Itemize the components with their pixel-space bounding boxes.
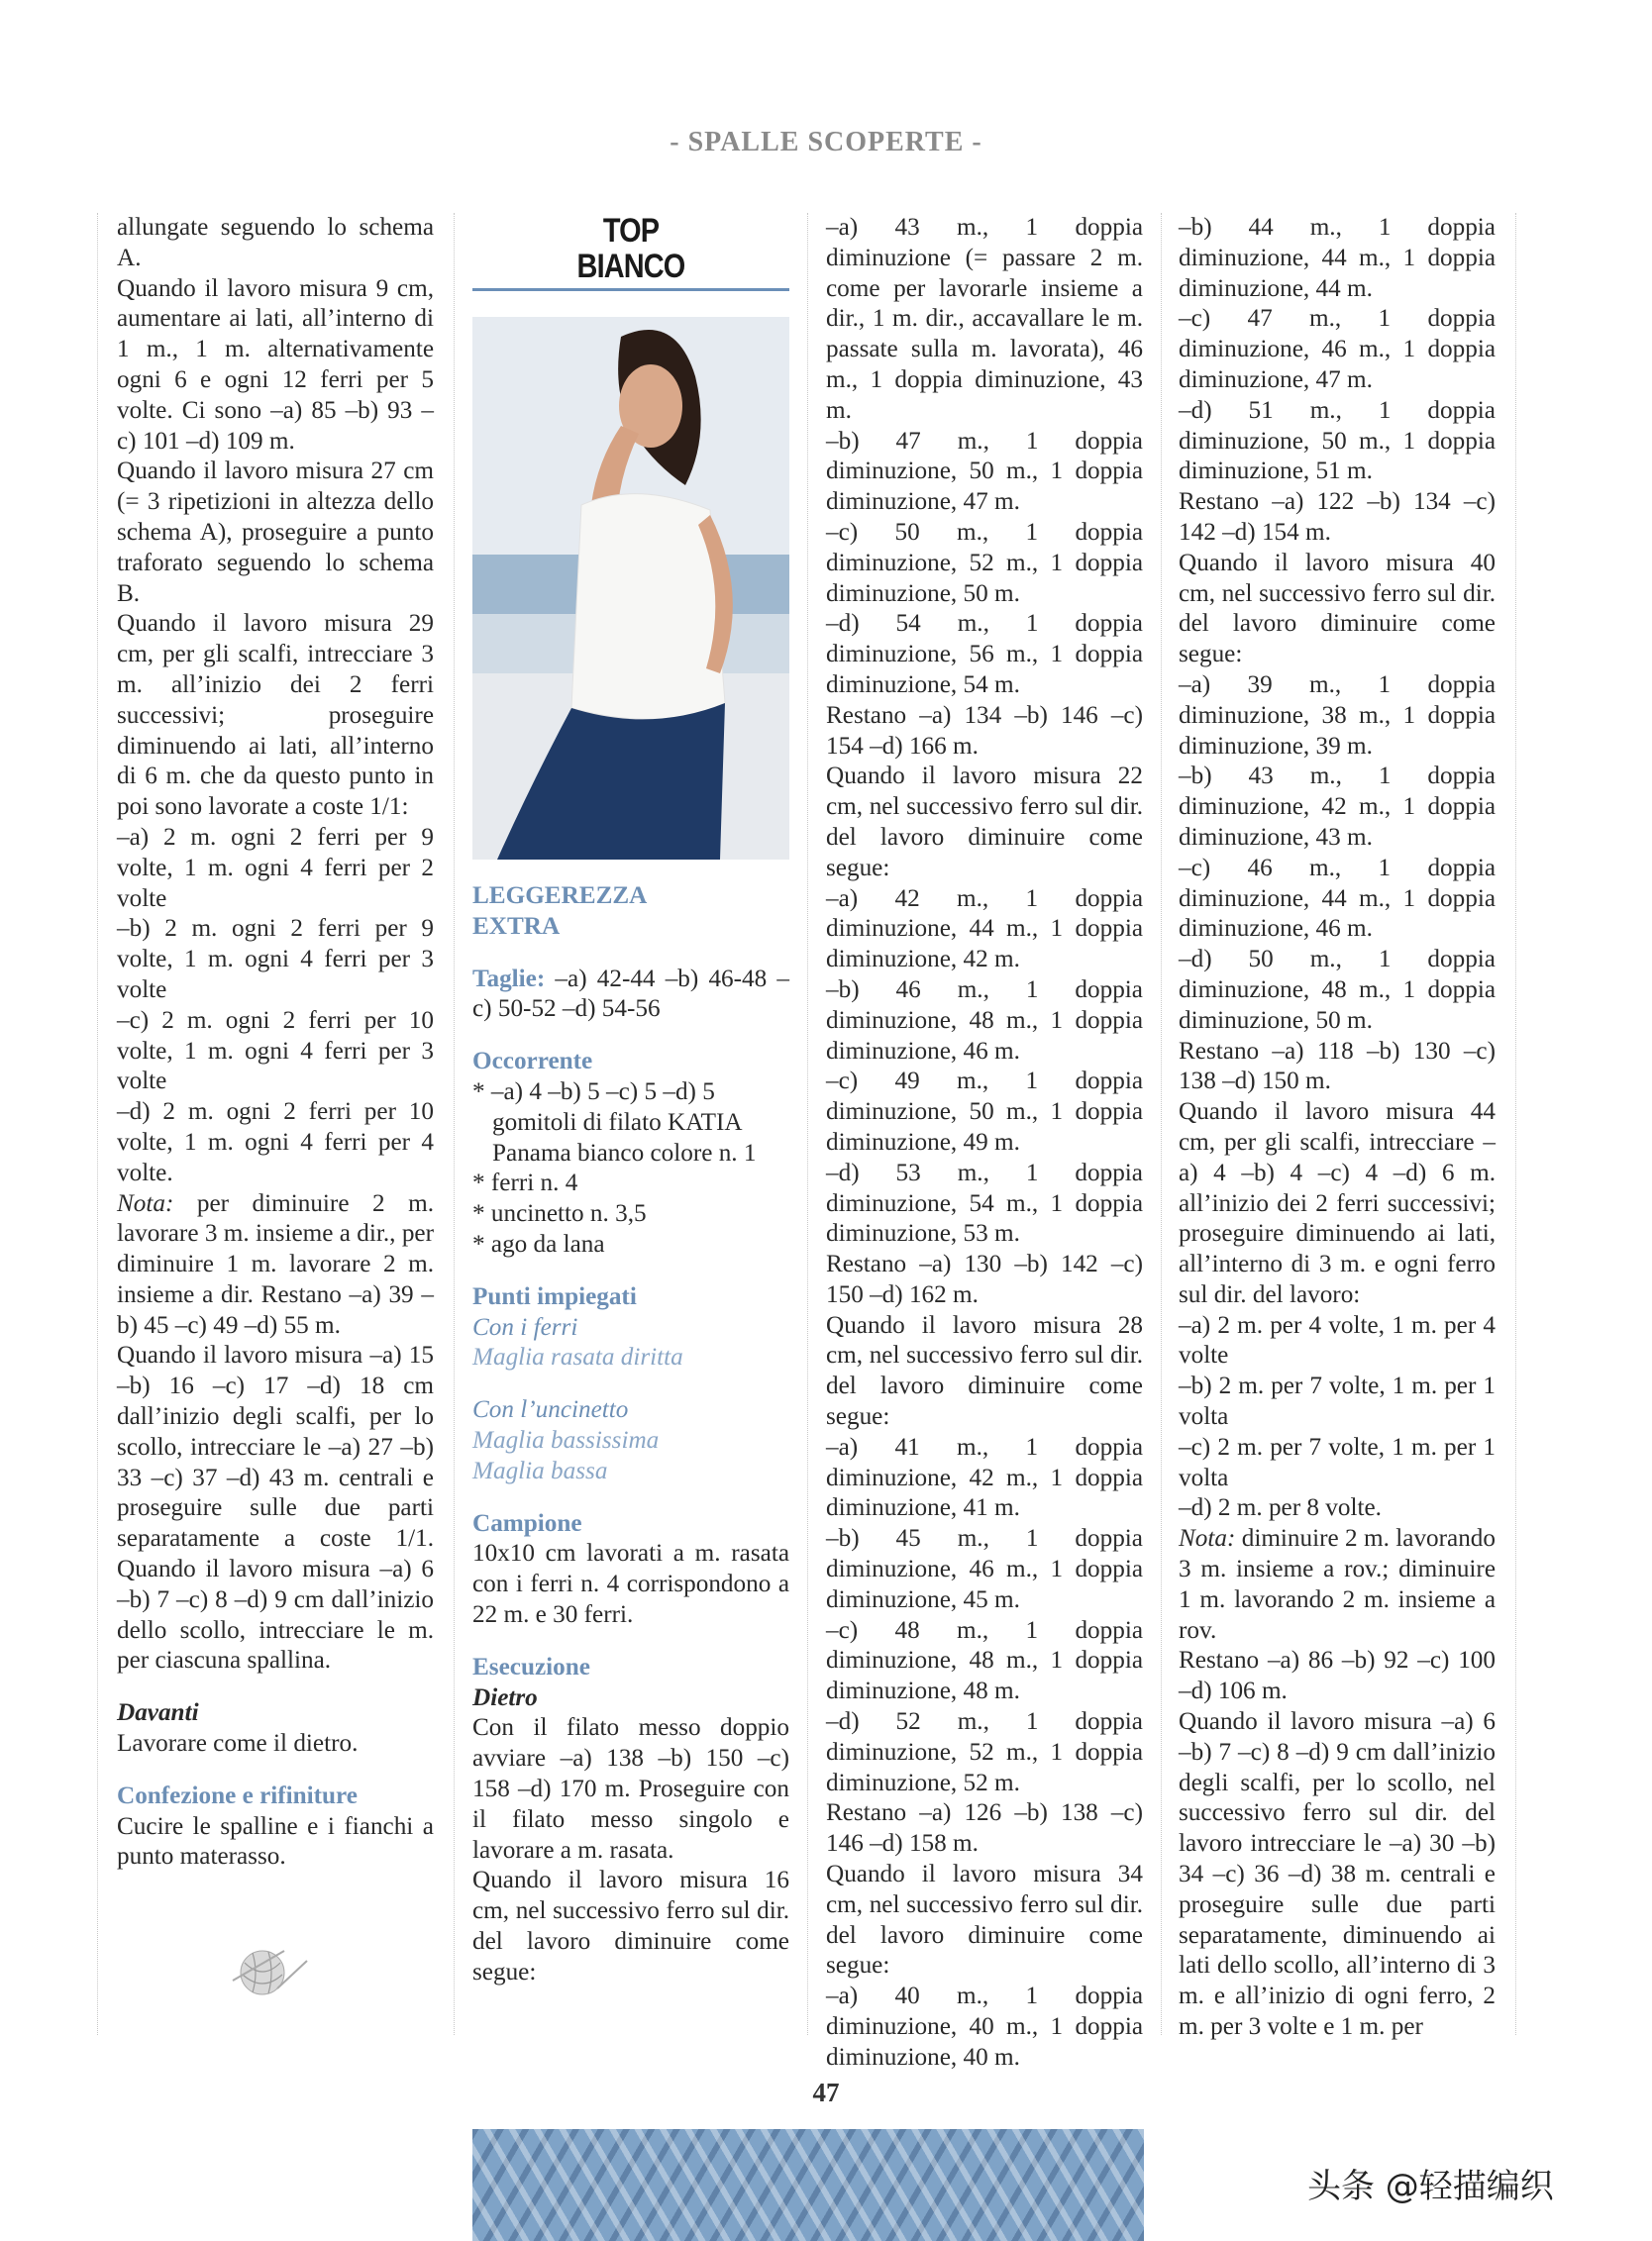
paragraph: Quando il lavoro misura –a) 15 –b) 16 –c) 17 –d) 18 cm dall’inizio degli scalfi, per lo scollo, intrecciare le –a) 27 –b) 33 –c) 37 –d) 43 m. centrali e proseguire sulle due parti separatamente a coste 1/1. Quando il lavoro misura –a) 6 –b) 7 –c) 8 –d) 9 cm dall’inizio dello scollo, intrecciare le m. per ciascuna spallina. [117,1342,434,1675]
section-title-confezione: Confezione e rifiniture [117,1782,358,1809]
paragraph: Quando il lavoro misura 40 cm, nel successivo ferro sul dir. del lavoro diminuire come segue: [1179,549,1496,668]
stitch-name: Maglia bassa [472,1457,608,1484]
paragraph: –d) 50 m., 1 doppia diminuzione, 48 m., 1 doppia diminuzione, 50 m. [1179,946,1496,1034]
column-4 [1179,213,1496,2043]
sizes: Taglie: –a) 42-44 –b) 46-48 –c) 50-52 –d) 54-56 [472,965,789,1023]
paragraph: –d) 2 m. ogni 2 ferri per 10 volte, 1 m. ogni 4 ferri per 4 volte. [117,1098,434,1186]
paragraph: Quando il lavoro misura 22 cm, nel successivo ferro sul dir. del lavoro diminuire come segue: [826,763,1143,881]
paragraph: Restano –a) 86 –b) 92 –c) 100 –d) 106 m. [1179,1647,1496,1705]
section-title-occorrente: Occorrente [472,1048,593,1075]
column-rule [1161,213,1162,2035]
paragraph: –b) 46 m., 1 doppia diminuzione, 48 m., 1 doppia diminuzione, 46 m. [826,975,1143,1065]
section-title-esecuzione: Esecuzione [472,1653,590,1681]
paragraph: –c) 2 m. ogni 2 ferri per 10 volte, 1 m. ogni 4 ferri per 3 volte [117,1006,434,1095]
tagline: LEGGEREZZA EXTRA [472,882,648,940]
paragraph: –b) 2 m. ogni 2 ferri per 9 volte, 1 m. ogni 4 ferri per 3 volte [117,915,434,1003]
pattern-title: TOP BIANCO [576,212,685,285]
model-photo [472,317,789,860]
paragraph: Restano –a) 122 –b) 134 –c) 142 –d) 154 m. [1179,488,1496,546]
paragraph: Quando il lavoro misura 34 cm, nel successivo ferro sul dir. del lavoro diminuire come segue: [826,1861,1143,1980]
paragraph: Quando il lavoro misura 44 cm, per gli scalfi, intrecciare –a) 4 –b) 4 –c) 4 –d) 6 m. all’inizio dei 2 ferri successivi; proseguire diminuendo ai lati, all’interno di 3 m. e ogni ferro sul dir. del lavoro: [1179,1098,1496,1308]
title-underline [472,288,789,291]
page-number: 47 [812,2078,840,2107]
stitch-name: Maglia rasata diritta [472,1344,683,1372]
column-rule [97,213,98,2035]
paragraph: Quando il lavoro misura 28 cm, nel successivo ferro sul dir. del lavoro diminuire come segue: [826,1311,1143,1431]
section-title-punti: Punti impiegati [472,1282,637,1310]
paragraph: –d) 53 m., 1 doppia diminuzione, 54 m., 1 doppia diminuzione, 53 m. [826,1159,1143,1248]
paragraph: –a) 40 m., 1 doppia diminuzione, 40 m., 1 doppia diminuzione, 40 m. [826,1983,1143,2071]
paragraph: 10x10 cm lavorati a m. rasata con i ferri n. 4 corrispondono a 22 m. e 30 ferri. [472,1540,789,1628]
paragraph: –a) 41 m., 1 doppia diminuzione, 42 m., 1 doppia diminuzione, 41 m. [826,1433,1143,1522]
paragraph: –c) 47 m., 1 doppia diminuzione, 46 m., 1 doppia diminuzione, 47 m. [1179,305,1496,393]
model-photo-illustration [472,317,789,860]
knit-texture-strip [472,2129,1144,2241]
paragraph: Quando il lavoro misura 9 cm, aumentare ai lati, all’interno di 1 m., 1 m. alternativamente ogni 6 e ogni 12 ferri per 5 volte. Ci sono –a) 85 –b) 93 –c) 101 –d) 109 m. [117,274,434,455]
paragraph: –b) 44 m., 1 doppia diminuzione, 44 m., 1 doppia diminuzione, 44 m. [1179,214,1496,302]
section-title-dietro: Dietro [472,1683,538,1711]
column-1 [117,213,434,1873]
paragraph: –c) 46 m., 1 doppia diminuzione, 44 m., 1 doppia diminuzione, 46 m. [1179,854,1496,943]
paragraph: Cucire le spalline e i fianchi a punto materasso. [117,1812,434,1871]
paragraph: Quando il lavoro misura 16 cm, nel successivo ferro sul dir. del lavoro diminuire come segue: [472,1867,789,1986]
paragraph: –d) 52 m., 1 doppia diminuzione, 52 m., 1 doppia diminuzione, 52 m. [826,1708,1143,1796]
paragraph: allungate seguendo lo schema A. [117,214,434,271]
paragraph: Restano –a) 130 –b) 142 –c) 150 –d) 162 m. [826,1251,1143,1308]
paragraph: –b) 43 m., 1 doppia diminuzione, 42 m., 1 doppia diminuzione, 43 m. [1179,763,1496,851]
list-item: * uncinetto n. 3,5 [472,1200,647,1228]
column-2 [472,213,789,1988]
paragraph: –c) 50 m., 1 doppia diminuzione, 52 m., 1 doppia diminuzione, 50 m. [826,518,1143,607]
column-rule [1515,213,1516,2035]
page-header: - SPALLE SCOPERTE - [670,127,982,157]
paragraph: Con il filato messo doppio avviare –a) 138 –b) 150 –c) 158 –d) 170 m. Proseguire con il filato messo singolo e lavorare a m. rasata. [472,1714,789,1864]
paragraph: –a) 2 m. per 4 volte, 1 m. per 4 volte [1179,1311,1496,1370]
paragraph: Quando il lavoro misura 29 cm, per gli scalfi, intrecciare 3 m. all’inizio dei 2 ferri successivi; proseguire diminuendo ai lati, all’interno di 6 m. che da questo punto in poi sono lavorate a coste 1/1: [117,610,434,821]
paragraph: Quando il lavoro misura –a) 6 –b) 7 –c) 8 –d) 9 cm dall’inizio degli scalfi, per lo scollo, nel successivo ferro sul dir. del lavoro intrecciare le –a) 30 –b) 34 –c) 36 –d) 38 m. centrali e proseguire sulle due parti separatamente, diminuendo ai lati dello scollo, all’interno di 3 m. e all’inizio di ogni ferro, 2 m. per 3 volte e 1 m. per [1179,1708,1496,2041]
stitch-name: Maglia bassissima [472,1426,660,1454]
paragraph: –d) 2 m. per 8 volte. [1179,1494,1382,1522]
paragraph: –a) 42 m., 1 doppia diminuzione, 44 m., 1 doppia diminuzione, 42 m. [826,884,1143,973]
stitch-group-label: Con i ferri [472,1313,578,1341]
paragraph: –a) 39 m., 1 doppia diminuzione, 38 m., 1 doppia diminuzione, 39 m. [1179,670,1496,760]
watermark: 头条 @轻描编织 [1307,2167,1554,2206]
list-item: * –a) 4 –b) 5 –c) 5 –d) 5 gomitoli di filato KATIA Panama bianco colore n. 1 [472,1077,757,1167]
paragraph: –c) 49 m., 1 doppia diminuzione, 50 m., 1 doppia diminuzione, 49 m. [826,1068,1143,1156]
paragraph [117,1189,434,1342]
section-title-davanti: Davanti [117,1699,199,1727]
stitch-group-label: Con l’uncinetto [472,1396,629,1424]
column-rule [454,213,455,2035]
paragraph: Restano –a) 118 –b) 130 –c) 138 –d) 150 m. [1179,1037,1496,1095]
paragraph: –d) 51 m., 1 doppia diminuzione, 50 m., 1 doppia diminuzione, 51 m. [1179,396,1496,485]
paragraph: –c) 2 m. per 7 volte, 1 m. per 1 volta [1179,1433,1496,1491]
paragraph: –a) 2 m. ogni 2 ferri per 9 volte, 1 m. ogni 4 ferri per 2 volte [117,823,434,912]
paragraph: –b) 2 m. per 7 volte, 1 m. per 1 volta [1179,1373,1496,1431]
paragraph [1179,1524,1496,1646]
list-item: * ago da lana [472,1230,605,1258]
nota-text: per diminuire 2 m. lavorare 3 m. insieme a dir., per diminuire 1 m. lavorare 2 m. insieme a dir. Restano –a) 39 –b) 45 –c) 49 –d) 55 m. [117,1189,434,1339]
nota-label: Nota: [1179,1525,1236,1553]
list-item: * ferri n. 4 [472,1170,578,1197]
paragraph: Restano –a) 134 –b) 146 –c) 154 –d) 166 m. [826,701,1143,760]
column-3 [826,213,1143,2074]
section-title-campione: Campione [472,1509,582,1537]
paragraph: –c) 48 m., 1 doppia diminuzione, 48 m., 1 doppia diminuzione, 48 m. [826,1616,1143,1705]
paragraph: Lavorare come il dietro. [117,1730,359,1758]
paragraph: Quando il lavoro misura 27 cm (= 3 ripetizioni in altezza dello schema A), proseguire a punto traforato seguendo lo schema B. [117,458,434,607]
nota-label: Nota: [117,1189,174,1217]
column-rule [807,213,808,2035]
paragraph: –d) 54 m., 1 doppia diminuzione, 56 m., 1 doppia diminuzione, 54 m. [826,610,1143,698]
nota-text: diminuire 2 m. lavorando 3 m. insieme a rov.; diminuire 1 m. lavorando 2 m. insieme a rov. [1179,1525,1496,1644]
paragraph: –b) 45 m., 1 doppia diminuzione, 46 m., 1 doppia diminuzione, 45 m. [826,1525,1143,1613]
yarn-ball-icon [223,1941,312,2000]
paragraph: –b) 47 m., 1 doppia diminuzione, 50 m., 1 doppia diminuzione, 47 m. [826,427,1143,516]
paragraph: –a) 43 m., 1 doppia diminuzione (= passare 2 m. come per lavorarle insieme a dir., 1 m. dir., accavallare le m. passate sulla m. lavorata), 46 m., 1 doppia diminuzione, 43 m. [826,214,1143,424]
paragraph: Restano –a) 126 –b) 138 –c) 146 –d) 158 m. [826,1799,1143,1858]
